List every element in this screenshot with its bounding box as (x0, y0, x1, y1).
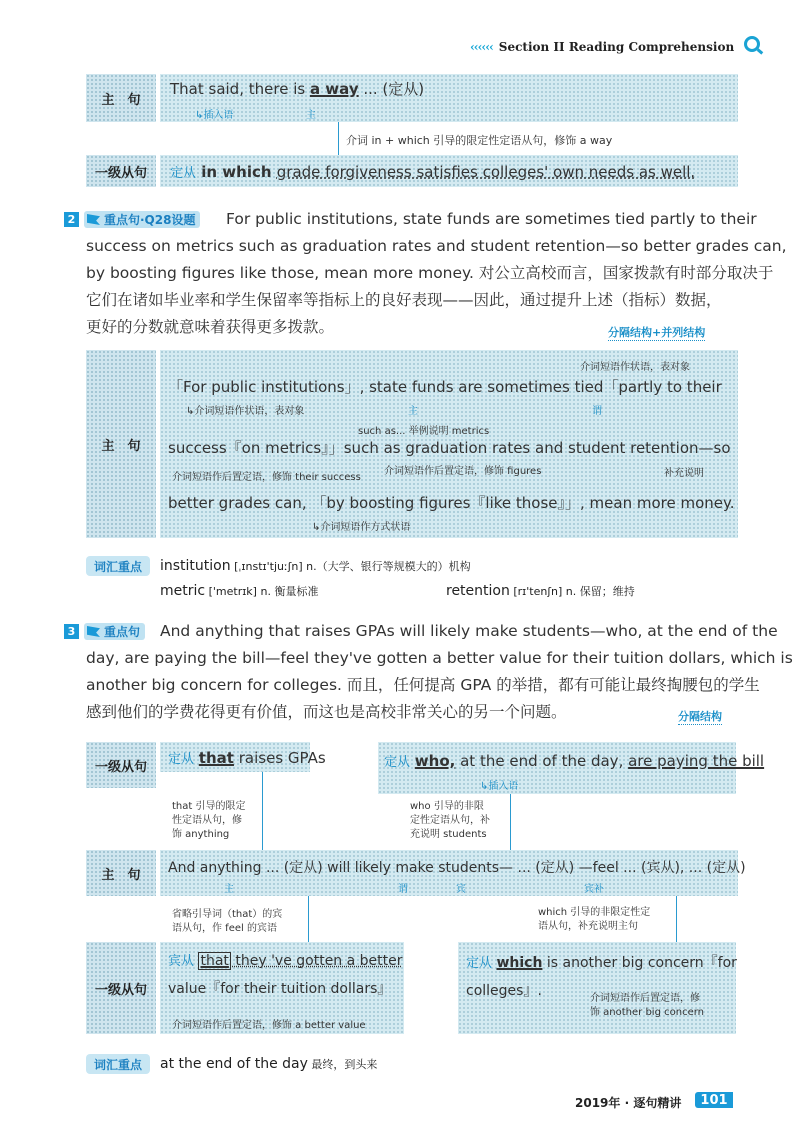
object-tag: 宾 (456, 884, 466, 895)
annotation: 省略引导词（that）的宾 语从句，作 feel 的宾语 (172, 909, 283, 934)
magnifier-icon (744, 36, 760, 52)
para-line: For public institutions, state funds are sometimes tied partly to their (226, 210, 757, 228)
key-sentence-flag: 重点句 (84, 623, 145, 640)
annotation: who 引导的非限 定性定语从句，补 充说明 students (410, 801, 490, 840)
para-line: day, are paying the bill—feel they've gotten a better value for their tuition dollars, which is (86, 649, 793, 667)
annotation: 介词短语作后置定语，修饰 figures (384, 466, 542, 477)
sub-clause-label: 一级从句 (86, 742, 156, 788)
clause-text: 定从 which is another big concern『for (466, 955, 737, 971)
para-line: And anything that raises GPAs will likely make students—who, at the end of the (160, 622, 778, 640)
clause-text: 定从 that raises GPAs (168, 749, 326, 767)
para-line: by boosting figures like those, mean more money. 对公立高校而言，国家拨款有时部分取决于 (86, 264, 774, 282)
subject-tag: 主 (408, 406, 418, 417)
vocab-entry: institution [ˌɪnstɪ'tjuːʃn] n.（大学、银行等规模大的）机构 (160, 558, 471, 574)
analysis-line: 「For public institutions」, state funds are sometimes tied「partly to their (168, 378, 722, 396)
annotation: ↳介词短语作方式状语 (312, 522, 411, 533)
annotation: 补充说明 (664, 468, 704, 479)
sub-clause-label: 一级从句 (86, 942, 156, 1034)
vocab-tag: 词汇重点 (86, 1054, 150, 1074)
sub-clause-label: 一级从句 (86, 155, 156, 187)
clause-text: 宾从 that they 've gotten a better (168, 953, 403, 969)
annotation: 介词短语作后置定语，修 饰 another big concern (590, 993, 704, 1018)
clause-text: 定从 who, at the end of the day, are paying the bill (384, 752, 765, 770)
chevrons-icon: ‹‹‹‹‹‹ (470, 40, 493, 54)
key-sentence-flag: 重点句·Q28设题 (84, 211, 200, 228)
predicate-tag: 谓 (592, 406, 602, 417)
main-clause-label: 主 句 (86, 350, 156, 538)
subject-tag: 主 (306, 110, 316, 121)
annotation: ↳介词短语作状语，表对象 (186, 406, 305, 417)
sentence-number: 3 (64, 624, 79, 639)
para-line: success on metrics such as graduation rates and student retention—so better grades can, (86, 237, 787, 255)
annotation: 介词短语作后置定语，修饰 their success (172, 472, 361, 483)
complement-tag: 宾补 (584, 884, 604, 895)
annotation: that 引导的限定 性定语从句，修 饰 anything (172, 801, 246, 840)
sub-clause-text: 定从 in which grade forgiveness satisfies colleges' own needs as well. (170, 163, 696, 181)
clause-note: 介词 in + which 引导的限定性定语从句，修饰 a way (346, 134, 613, 147)
para-line: 它们在诸如毕业率和学生保留率等指标上的良好表现——因此，通过提升上述（指标）数据， (86, 291, 722, 309)
annotation: such as... 举例说明 metrics (358, 426, 490, 437)
running-header (470, 40, 734, 54)
structure-tag: 分隔结构 (678, 710, 722, 723)
page-number: 101 (695, 1092, 733, 1108)
subject-tag: 主 (224, 884, 234, 895)
clause-text: colleges』. (466, 983, 542, 999)
predicate-tag: 谓 (398, 884, 408, 895)
insert-tag: ↳插入语 (195, 110, 234, 121)
vocab-entry: at the end of the day 最终，到头来 (160, 1056, 378, 1072)
clause-text: value『for their tuition dollars』 (168, 981, 392, 997)
para-line: 更好的分数就意味着获得更多拨款。 (86, 318, 335, 336)
annotation: 介词短语作状语，表对象 (580, 362, 690, 373)
vocab-tag: 词汇重点 (86, 556, 150, 576)
header-title: Section II Reading Comprehension (498, 40, 735, 54)
annotation: which 引导的非限定性定 语从句，补充说明主句 (538, 907, 651, 932)
annotation: 介词短语作后置定语，修饰 a better value (172, 1020, 366, 1031)
analysis-line: better grades can, 「by boosting figures『like those』」, mean more money. (168, 494, 735, 512)
analysis-line: success『on metrics』」such as graduation rates and student retention—so (168, 439, 731, 457)
main-clause-text: That said, there is a way ... (定从) (170, 80, 425, 98)
insert-tag: ↳插入语 (480, 781, 519, 792)
para-line: another big concern for colleges. 而且，任何提高 GPA 的举措，都有可能让最终掏腰包的学生 (86, 676, 760, 694)
main-clause-text: And anything ... (定从) will likely make students— ... (定从) —feel ... (宾从), ... (定从) (168, 860, 746, 876)
vocab-entry: retention [rɪ'tenʃn] n. 保留；维持 (446, 583, 635, 599)
footer-title: 2019年 · 逐句精讲 (575, 1096, 682, 1110)
main-clause-label: 主 句 (86, 850, 156, 896)
main-clause-label: 主 句 (86, 74, 156, 122)
structure-tag: 分隔结构+并列结构 (608, 326, 706, 339)
vocab-entry: metric ['metrɪk] n. 衡量标准 (160, 583, 319, 599)
para-line: 感到他们的学费花得更有价值，而这也是高校非常关心的另一个问题。 (86, 703, 567, 721)
sentence-number: 2 (64, 212, 79, 227)
